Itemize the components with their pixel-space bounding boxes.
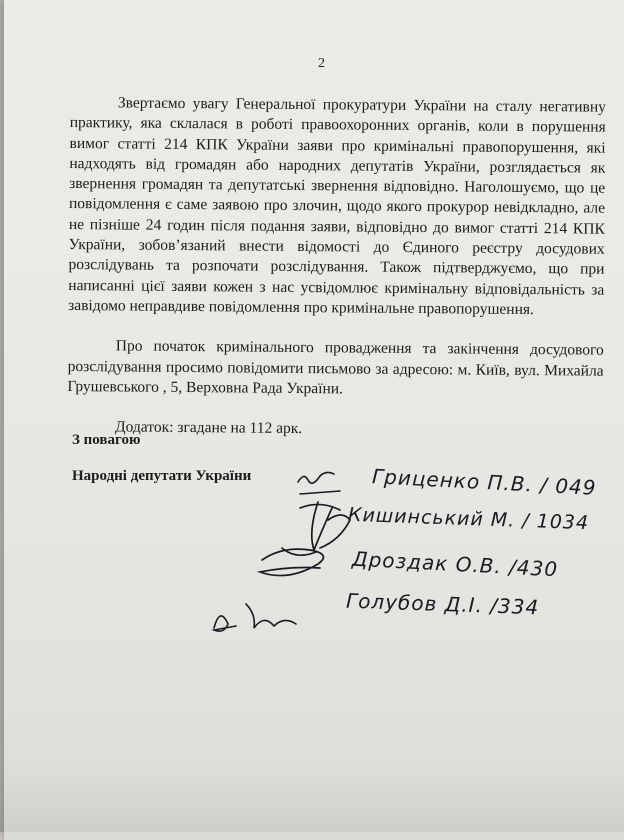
signature-line-3: Дроздак О.В. /430 [351, 546, 559, 582]
signature-line-2: Кишинський М. / 1034 [347, 503, 590, 535]
signature-scribble-4 [214, 604, 296, 631]
signers-label: Народні депутати України [72, 468, 252, 484]
signature-line-1: Гриценко П.В. / 049 [371, 464, 598, 500]
photo-shadow [0, 760, 624, 832]
signature-scribble-3 [260, 548, 323, 576]
paragraph-main: Звертаємо увагу Генеральної прокуратури України на сталу негативну практику, яка склалася в роботі правоохоронних органів, коли в порушення вимог статті 214 КПК України заяви про кримінальні правопорушення, які надходять від громадян або народних депутатів України, розглядається як звернення громадян та депутатські звернення відповідно. Наголошуємо, що це повідомлення є саме заявою про злочин, щодо якого прокурор невідкладно, але не пізніше 24 годин після подання заяви, відповідно до вимог статті 214 КПК України, зобов’язаний внести відомості до Єдиного реєстру досудових розслідувань та розпочати розслідування. Також підтверджуємо, що при написанні цієї заяви кожен з нас усвідомлює кримінальну відповідальність за завідомо неправдиве повідомлення про кримінальне правопорушення. [68, 94, 606, 319]
signature-line-4: Голубов Д.І. /334 [345, 588, 540, 620]
closing-phrase: З повагою [72, 432, 141, 448]
attachment-note: Додаток: згадане на 112 арк. [115, 418, 303, 438]
signature-scribble-1 [298, 472, 340, 494]
signature-scribble-2 [300, 502, 350, 550]
page-number: 2 [318, 56, 325, 71]
paragraph-address: Про початок кримінального провадження та закінчення досудового розслідування просимо повідомити письмово за адресою: м. Київ, вул. Михайла Грушевського , 5, Верховна Рада України. [67, 337, 604, 398]
